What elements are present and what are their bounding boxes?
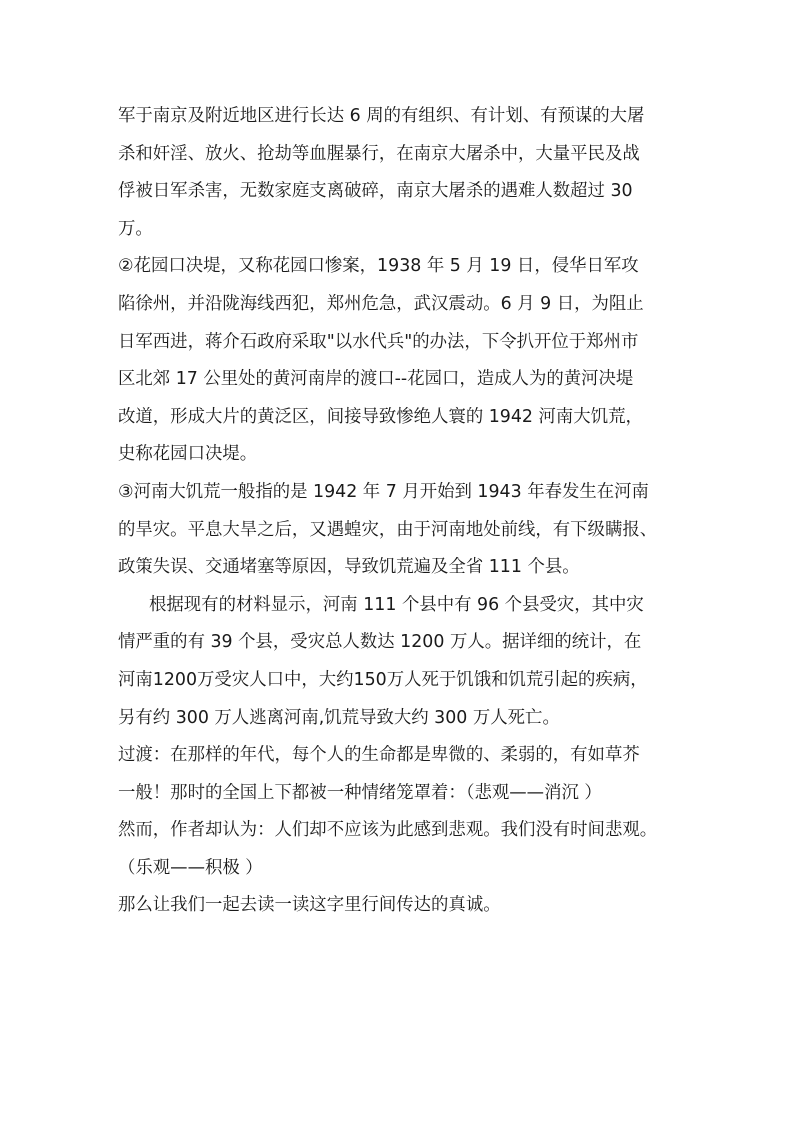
text-line: 的旱灾。平息大旱之后，又遇蝗灾，由于河南地处前线，有下级瞒报、: [118, 519, 658, 540]
text-line: 过渡：在那样的年代，每个人的生命都是卑微的、柔弱的，有如草芥: [118, 745, 640, 766]
text-line: 根据现有的材料显示，河南 111 个县中有 96 个县受灾，其中灾: [149, 594, 644, 615]
text-line: 政策失误、交通堵塞等原因，导致饥荒遍及全省 111 个县。: [118, 557, 580, 578]
text-line: 万。: [118, 218, 153, 239]
text-line: ②花园口决堤，又称花园口惨案，1938 年 5 月 19 日，侵华日军攻: [118, 256, 639, 277]
text-line: 区北郊 17 公里处的黄河南岸的渡口--花园口，造成人为的黄河决堤: [118, 369, 634, 390]
text-line: 日军西进，蒋介石政府采取"以水代兵"的办法，下令扒开位于郑州市: [118, 331, 639, 352]
text-line: 情严重的有 39 个县，受灾总人数达 1200 万人。据详细的统计，在: [118, 632, 642, 653]
text-line: 那么让我们一起去读一读这字里行间传达的真诚。: [118, 895, 501, 916]
text-line: 另有约 300 万人逃离河南,饥荒导致大约 300 万人死亡。: [118, 707, 560, 728]
text-line: 然而，作者却认为：人们却不应该为此感到悲观。我们没有时间悲观。: [118, 820, 658, 841]
text-line: 俘被日军杀害，无数家庭支离破碎，南京大屠杀的遇难人数超过 30: [118, 181, 633, 202]
text-line: ③河南大饥荒一般指的是 1942 年 7 月开始到 1943 年春发生在河南: [118, 481, 649, 502]
text-line: 杀和奸淫、放火、抢劫等血腥暴行，在南京大屠杀中，大量平民及战: [118, 143, 640, 164]
text-line: 河南1200万受灾人口中，大约150万人死于饥饿和饥荒引起的疾病，: [118, 669, 648, 690]
text-line: 陷徐州，并沿陇海线西犯，郑州危急，武汉震动。6 月 9 日，为阻止: [118, 293, 644, 314]
text-line: 史称花园口决堤。: [118, 444, 258, 465]
text-line: 一般！那时的全国上下都被一种情绪笼罩着：（悲观——消沉 ）: [118, 782, 602, 803]
text-line: 改道，形成大片的黄泛区，间接导致惨绝人寰的 1942 河南大饥荒，: [118, 406, 643, 427]
document-body: [118, 98, 698, 925]
text-line: 军于南京及附近地区进行长达 6 周的有组织、有计划、有预谋的大屠: [118, 106, 645, 126]
text-line: （乐观——积极 ）: [118, 857, 263, 878]
